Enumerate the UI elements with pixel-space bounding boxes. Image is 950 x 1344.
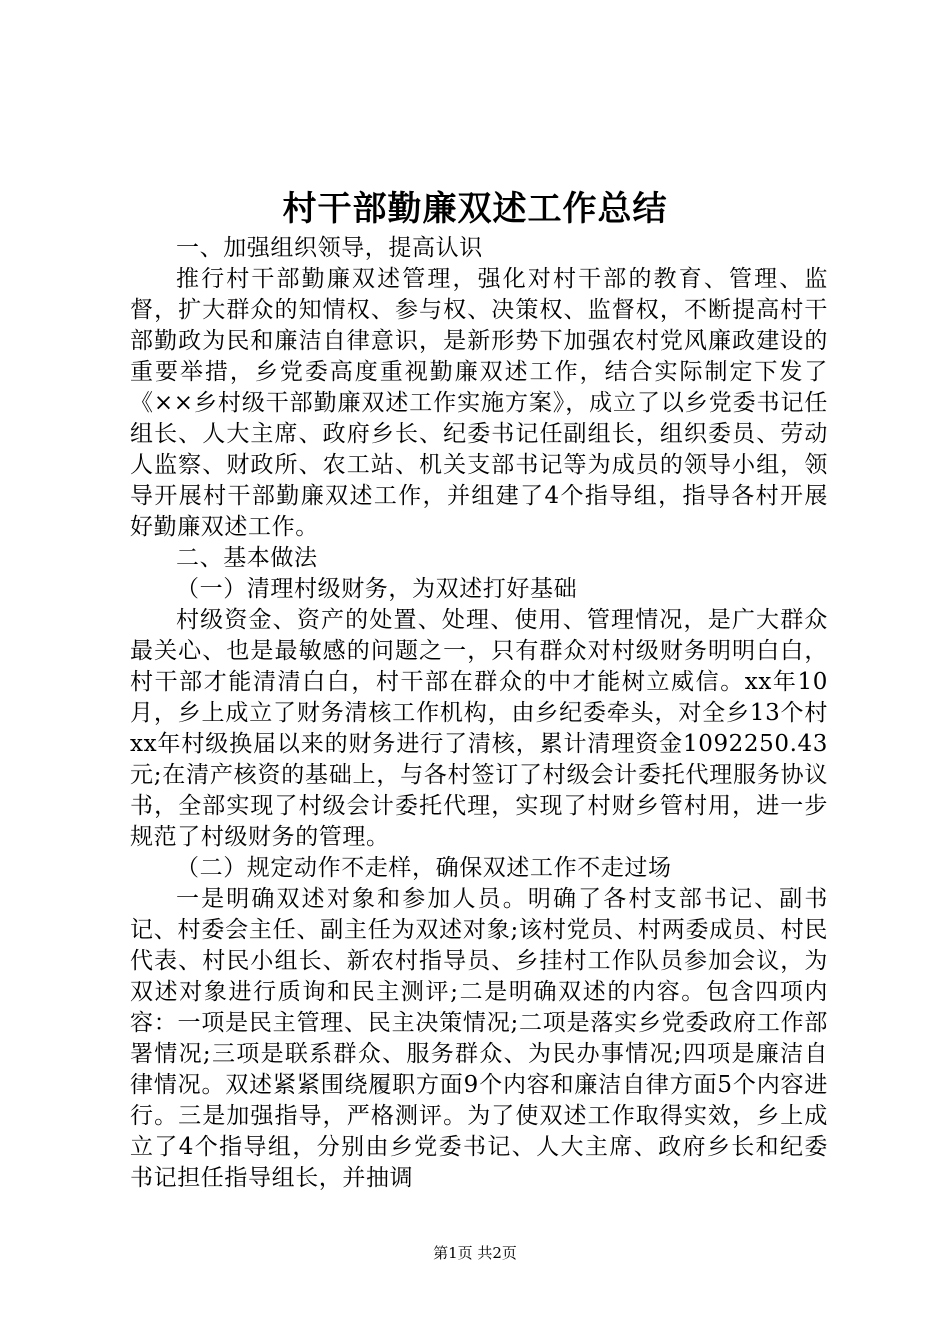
- section-heading-2: 二、基本做法: [176, 545, 318, 571]
- paragraph-1: 推行村干部勤廉双述管理，强化对村干部的教育、管理、监督，扩大群众的知情权、参与权、决策权、监督权，不断提高村干部勤政为民和廉洁自律意识，是新形势下加强农村党风廉政建设的重要举措，乡党委高度重视勤廉双述工作，结合实际制定下发了《××乡村级干部勤廉双述工作实施方案》，成立了以乡党委书记任组长、人大主席、政府乡长、纪委书记任副组长，组织委员、劳动人监察、财政所、农工站、机关支部书记等为成员的领导小组，领导开展村干部勤廉双述工作，并组建了4个指导组，指导各村开展好勤廉双述工作。: [130, 266, 828, 540]
- section-heading-1: 一、加强组织领导，提高认识: [176, 235, 483, 261]
- document-title: 村干部勤廉双述工作总结: [282, 189, 668, 229]
- subsection-heading-1: （一）清理村级财务，为双述打好基础: [176, 576, 578, 602]
- page-footer: 第1页 共2页: [433, 1244, 517, 1262]
- paragraph-2: 村级资金、资产的处置、处理、使用、管理情况，是广大群众最关心、也是最敏感的问题之一，只有群众对村级财务明明白白，村干部才能清清白白，村干部在群众的中才能树立威信。xx年10月，乡上成立了财务清核工作机构，由乡纪委牵头，对全乡13个村xx年村级换届以来的财务进行了清核，累计清理资金1092250.43元;在清产核资的基础上，与各村签订了村级会计委托代理服务协议书，全部实现了村级会计委托代理，实现了村财乡管村用，进一步规范了村级财务的管理。: [130, 607, 828, 850]
- paragraph-3: 一是明确双述对象和参加人员。明确了各村支部书记、副书记、村委会主任、副主任为双述对象;该村党员、村两委成员、村民代表、村民小组长、新农村指导员、乡挂村工作队员参加会议，为双述对象进行质询和民主测评;二是明确双述的内容。包含四项内容：一项是民主管理、民主决策情况;二项是落实乡党委政府工作部署情况;三项是联系群众、服务群众、为民办事情况;四项是廉洁自律情况。双述紧紧围绕履职方面9个内容和廉洁自律方面5个内容进行。三是加强指导，严格测评。为了使双述工作取得实效，乡上成立了4个指导组，分别由乡党委书记、人大主席、政府乡长和纪委书记担任指导组长，并抽调: [130, 886, 828, 1191]
- document-body: [130, 233, 828, 1194]
- subsection-heading-2: （二）规定动作不走样，确保双述工作不走过场: [176, 855, 672, 881]
